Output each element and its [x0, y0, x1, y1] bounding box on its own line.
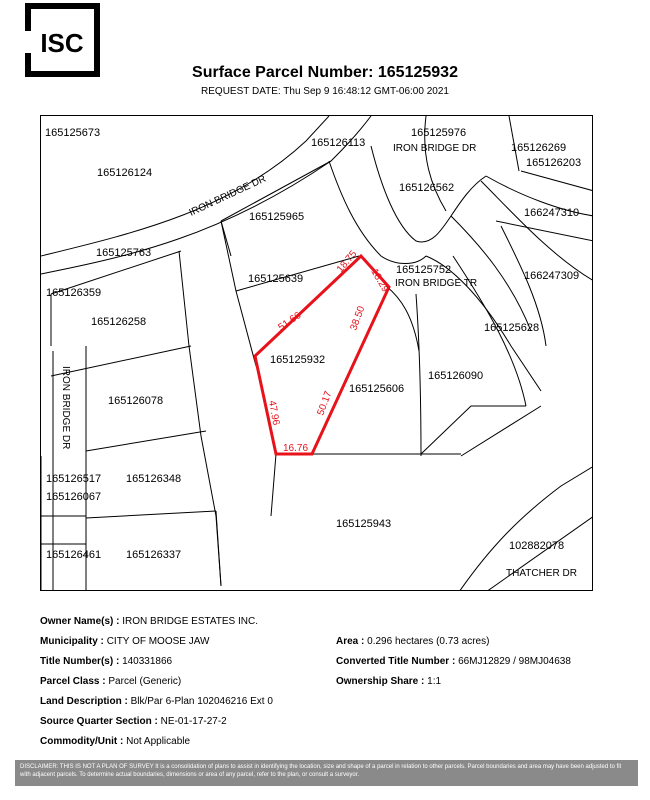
- quarter-section-value: NE-01-17-27-2: [160, 716, 227, 727]
- parcel-label[interactable]: 165126337: [126, 549, 182, 561]
- converted-title-label: Converted Title Number :: [336, 656, 456, 667]
- parcel-label[interactable]: 165126124: [97, 167, 153, 179]
- title-number-label: Title Number(s) :: [40, 656, 120, 667]
- area-label: Area :: [336, 636, 365, 647]
- converted-title-value: 66MJ12829 / 98MJ04638: [458, 656, 571, 667]
- parcel-class-label: Parcel Class :: [40, 676, 106, 687]
- land-description-row: [40, 696, 273, 707]
- road-label: IRON BRIDGE TR: [395, 278, 478, 289]
- parcel-label[interactable]: 165126461: [46, 549, 102, 561]
- dimension-label: 38.50: [348, 304, 368, 333]
- owner-row: [40, 616, 258, 627]
- parcel-label[interactable]: 165126090: [428, 370, 484, 382]
- parcel-label[interactable]: 165126113: [311, 137, 366, 149]
- dimension-label: 18.75: [334, 248, 360, 275]
- dimension-label: 16.76: [283, 443, 309, 454]
- quarter-section-label: Source Quarter Section :: [40, 716, 158, 727]
- area-row: [336, 636, 489, 647]
- title-number-row: [40, 656, 172, 667]
- converted-title-row: [336, 656, 571, 667]
- page-title: Surface Parcel Number: 165125932: [192, 64, 458, 81]
- parcel-label[interactable]: 165125673: [45, 127, 101, 139]
- commodity-row: [40, 736, 190, 747]
- quarter-section-row: [40, 716, 227, 727]
- title-number-value: 140331866: [122, 656, 173, 667]
- municipality-value: CITY OF MOOSE JAW: [106, 636, 210, 647]
- logo-text: ISC: [40, 28, 84, 58]
- parcel-label[interactable]: 165125606: [349, 383, 405, 395]
- parcel-map-canvas: [41, 116, 593, 591]
- parcel-label[interactable]: 165125943: [336, 518, 392, 530]
- road-label: IRON BRIDGE DR: [187, 173, 268, 219]
- area-value: 0.296 hectares (0.73 acres): [367, 636, 490, 647]
- parcel-label[interactable]: 165125932: [270, 354, 326, 366]
- request-date: REQUEST DATE: Thu Sep 9 16:48:12 GMT-06:00 2021: [201, 86, 449, 97]
- land-description-label: Land Description :: [40, 696, 128, 707]
- parcel-label[interactable]: 165126258: [91, 316, 147, 328]
- municipality-label: Municipality :: [40, 636, 104, 647]
- parcel-label[interactable]: 165126078: [108, 395, 164, 407]
- road-label: THATCHER DR: [506, 568, 577, 579]
- parcel-label[interactable]: 166247310: [524, 207, 580, 219]
- commodity-value: Not Applicable: [126, 736, 191, 747]
- parcel-label[interactable]: 165126067: [46, 491, 102, 503]
- parcel-label[interactable]: 165125965: [249, 211, 305, 223]
- parcel-class-row: [40, 676, 181, 687]
- parcel-label[interactable]: 165125763: [96, 247, 152, 259]
- ownership-share-row: [336, 676, 441, 687]
- ownership-share-value: 1:1: [427, 676, 442, 687]
- parcel-label[interactable]: 165126348: [126, 473, 182, 485]
- dimension-label: 47.96: [266, 399, 282, 427]
- disclaimer: DISCLAIMER: THIS IS NOT A PLAN OF SURVEY It is a consolidation of plans to assist in identifying the location, size and shape of a parcel in relation to other parcels. Parcel boundaries and area may have been adjusted to fit with adjacent parcels. To determine actual boundaries, dimensions or area of any parcel, refer to the plan, or consult a surveyor.: [15, 760, 638, 786]
- road-label: IRON BRIDGE DR: [393, 143, 477, 154]
- parcel-class-value: Parcel (Generic): [108, 676, 182, 687]
- municipality-row: [40, 636, 209, 647]
- dimension-label: 50.17: [315, 389, 335, 418]
- parcel-label[interactable]: 165125752: [396, 264, 452, 276]
- owner-value: IRON BRIDGE ESTATES INC.: [122, 616, 259, 627]
- dimension-label: 51.66: [276, 310, 304, 334]
- parcel-label[interactable]: 165126269: [511, 142, 567, 154]
- parcel-label[interactable]: 102882078: [509, 540, 565, 552]
- parcel-label[interactable]: 165125976: [411, 127, 467, 139]
- parcel-label[interactable]: 166247309: [524, 270, 580, 282]
- parcel-label[interactable]: 165126562: [399, 182, 455, 194]
- parcel-label[interactable]: 165126517: [46, 473, 102, 485]
- road-label: IRON BRIDGE DR: [60, 366, 71, 450]
- parcel-label[interactable]: 165125628: [484, 322, 540, 334]
- parcel-map[interactable]: [40, 115, 593, 591]
- commodity-label: Commodity/Unit :: [40, 736, 124, 747]
- owner-label: Owner Name(s) :: [40, 616, 120, 627]
- ownership-share-label: Ownership Share :: [336, 676, 425, 687]
- parcel-label[interactable]: 165126203: [526, 157, 582, 169]
- parcel-label[interactable]: 165126359: [46, 287, 102, 299]
- dimension-label: 18.29: [368, 267, 391, 295]
- parcel-label[interactable]: 165125639: [248, 273, 304, 285]
- land-description-value: Blk/Par 6-Plan 102046216 Ext 0: [130, 696, 273, 707]
